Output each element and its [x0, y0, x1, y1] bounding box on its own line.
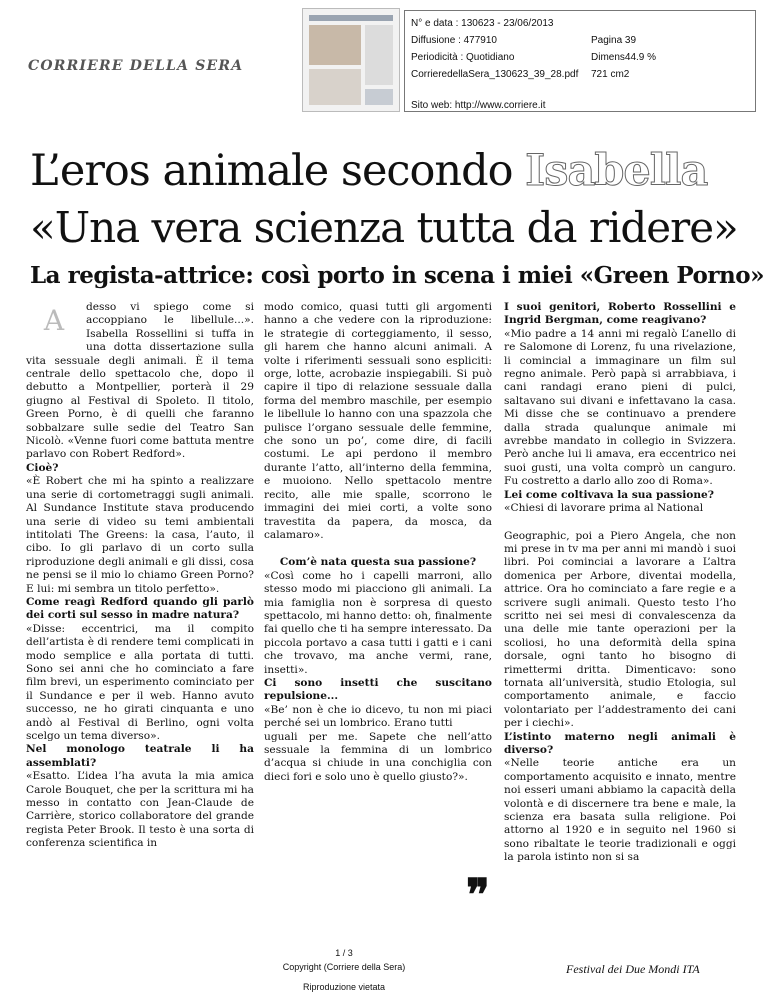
- drop-cap: A: [43, 304, 65, 337]
- paragraph: «È Robert che mi ha spinto a realizzare una serie di cortometraggi sugli animali. Al Sundance Institute stava producendo una serie di video su temi ambientali intitolati The Greens: la casa, l’auto, il cibo. Io gli parlavo di un corto sulla riproduzione degli animali e gli dissi, cosa ne pensi se il mio lo chiamo Green Porno? E lui: mi sembra un titolo perfetto».: [26, 475, 254, 595]
- paragraph: «Mio padre a 14 anni mi regalò L’anello di re Salomone di Lorenz, fu una rivelazione, li comincial a immaginare un film sul regno animale. Però papà si arrabbiava, i cani randagi erano pieni di pulci, saltavano sui divani e infettavano la casa. Mi disse che se continuavo a prendere dalla strada qualunque animale mi avrebbe mandato in collegio in Svizzera. Però anche lui li amava, era eccentrico nei suoi gusti, una volta comprò un canguro. Fu costretto a darlo allo zoo di Roma».: [504, 327, 736, 488]
- info-page: Pagina 39: [591, 35, 637, 46]
- interview-question: Nel monologo teatrale li ha assemblati?: [26, 743, 254, 769]
- article-column-3: [504, 301, 736, 865]
- article-column-2: [264, 301, 492, 784]
- paragraph: uguali per me. Sapete che nell’atto sessuale la femmina di un lombrico d’acqua si chiude in una conchiglia con dieci fori e solo uno è quello giusto?».: [264, 730, 492, 783]
- paragraph: «Così come ho i capelli marroni, allo stesso modo mi piacciono gli animali. La mia famiglia non è sorpresa di questo spettacolo, mi hanno detto: oh, finalmente fai quello che ti ha sempre interessato. Da piccola portavo a casa tutti i gatti e i cani che trovavo, ma anche vermi, rane, insetti».: [264, 569, 492, 676]
- paragraph: modo comico, quasi tutti gli argomenti hanno a che vedere con la riproduzione: le strategie di corteggiamento, il sesso, gli harem che hanno alcuni animali. A volte i riferimenti sessuali sono espliciti: orge, lotte, acrobazie inspiegabili. Si può capire il tipo di relazione sessuale dalla forma del membro maschile, per esempio le libellule lo hanno con una spazzola che pulisce l’organo sessuale delle femmine, che sono un po’, come dire, di facili costumi. Le api perdono il membro durante l’atto, all’interno della femmina, e muoiono. Nello spettacolo mentre recito, alle mie spalle, scorrono le immagini dei miei corti, a volte sono travestita da papera, da mosca, da calamaro».: [264, 301, 492, 541]
- masthead-logo: CORRIERE DELLA SERA: [28, 58, 244, 74]
- page-footer: [234, 946, 454, 994]
- press-info-box: [404, 10, 756, 112]
- paragraph: «Disse: eccentrici, ma il compito dell’artista è di rendere temi complicati in modo semplice e alla portata di tutti. Sono sei anni che ho cominciato a fare film brevi, un esperimento cominciato per il Sundance e per il web. Hanno avuto successo, ne ho girati cinquanta e uno andò al Festival di Berlino, ogni volta scelgo un tema diverso».: [26, 622, 254, 742]
- interview-question: Lei come coltivava la sua passione?: [504, 488, 714, 501]
- page-thumbnail: [302, 8, 400, 112]
- paragraph: «Nelle teorie antiche era un comportamento acquisito e innato, mentre noi esseri umani abbiamo la capacità della volontà e di discernere tra bene e male, la scienza era basata sulla religione. Poi attorno al 1920 e in seguito nel 1960 si sono ribaltate le teorie tradizionali e oggi la parola istinto non si sa: [504, 757, 736, 864]
- interview-question: Ci sono insetti che suscitano repulsione...: [264, 676, 492, 703]
- deck: La regista-attrice: così porto in scena i miei «Green Porno»: [30, 262, 764, 289]
- info-file: CorrieredellaSera_130623_39_28.pdf: [411, 69, 579, 80]
- info-number-date: N° e data : 130623 - 23/06/2013: [411, 18, 554, 29]
- info-website: Sito web: http://www.corriere.it: [411, 100, 546, 111]
- paragraph: «Esatto. L’idea l’ha avuta la mia amica Carole Bouquet, che per la scrittura mi ha messo in contatto con Jean-Claude de Carrière, storico collaboratore del grande regista Peter Brook. Il testo è una sorta di conferenza scientifica in: [26, 770, 254, 850]
- festival-tag: Festival dei Due Mondi ITA: [566, 962, 700, 976]
- paragraph: Geographic, poi a Piero Angela, che non mi prese in tv ma per anni mi mandò i suoi libri. Poi cominciai a lavorare a L’altra domenica per Arbore, diventai modella, attrice. Ora ho cominciato a fare regie e a scrivere sugli animali. Questo testo l’ho scritto nei sei mesi di convalescenza da una delle mie tante operazioni per la scoliosi, ho una deformità della spina dorsale, ogni tanto ho bisogno di rimettermi dritta. Dimenticavo: sono tornata all’università, studio Etologia, sul comportamento animale, e faccio volontariato per l’addestramento dei cani per i ciechi».: [504, 529, 736, 730]
- reproduction-notice: Riproduzione vietata: [302, 982, 386, 992]
- subheadline: «Una vera scienza tutta da ridere»: [30, 203, 738, 252]
- closing-quote-icon: ❞: [466, 870, 490, 921]
- headline: [30, 146, 707, 196]
- interview-question: Com’è nata questa sua passione?: [279, 556, 477, 569]
- info-periodicity: Periodicità : Quotidiano: [411, 52, 515, 63]
- paragraph: desso vi spiego come si accoppiano le libellule...». Isabella Rossellini si tuffa in una dotta dissertazione sulla vita sessuale degli animali. È il tema centrale dello spettacolo che, dopo il debutto a Montpellier, porterà il 29 giugno al Festival di Spoleto. Il titolo, Green Porno, è di quelli che faranno sobbalzare sulle sedie del Teatro San Nicolò. «Venne fuori come battuta mentre parlavo con Robert Redford».: [26, 301, 254, 461]
- interview-question: I suoi genitori, Roberto Rossellini e Ingrid Bergman, come reagivano?: [504, 301, 736, 327]
- copyright-text: Copyright (Corriere della Sera): [282, 962, 406, 972]
- interview-question: L’istinto materno negli animali è diverso?: [504, 730, 736, 756]
- info-dimensions: Dimens44.9 %: [591, 52, 657, 63]
- headline-text: L’eros animale secondo: [30, 146, 513, 196]
- headline-name: Isabella: [525, 146, 708, 196]
- info-area: 721 cm2: [591, 69, 630, 80]
- interview-question: Come reagì Redford quando gli parlò dei corti sul sesso in madre natura?: [26, 595, 254, 622]
- page-number: 1 / 3: [335, 948, 353, 958]
- article-column-1: [26, 301, 254, 851]
- interview-question: Cioè?: [26, 461, 59, 474]
- info-circulation: Diffusione : 477910: [411, 35, 497, 46]
- paragraph: «Chiesi di lavorare prima al National: [504, 502, 704, 515]
- paragraph: «Be’ non è che io dicevo, tu non mi piaci perché sei un lombrico. Erano tutti: [264, 703, 492, 730]
